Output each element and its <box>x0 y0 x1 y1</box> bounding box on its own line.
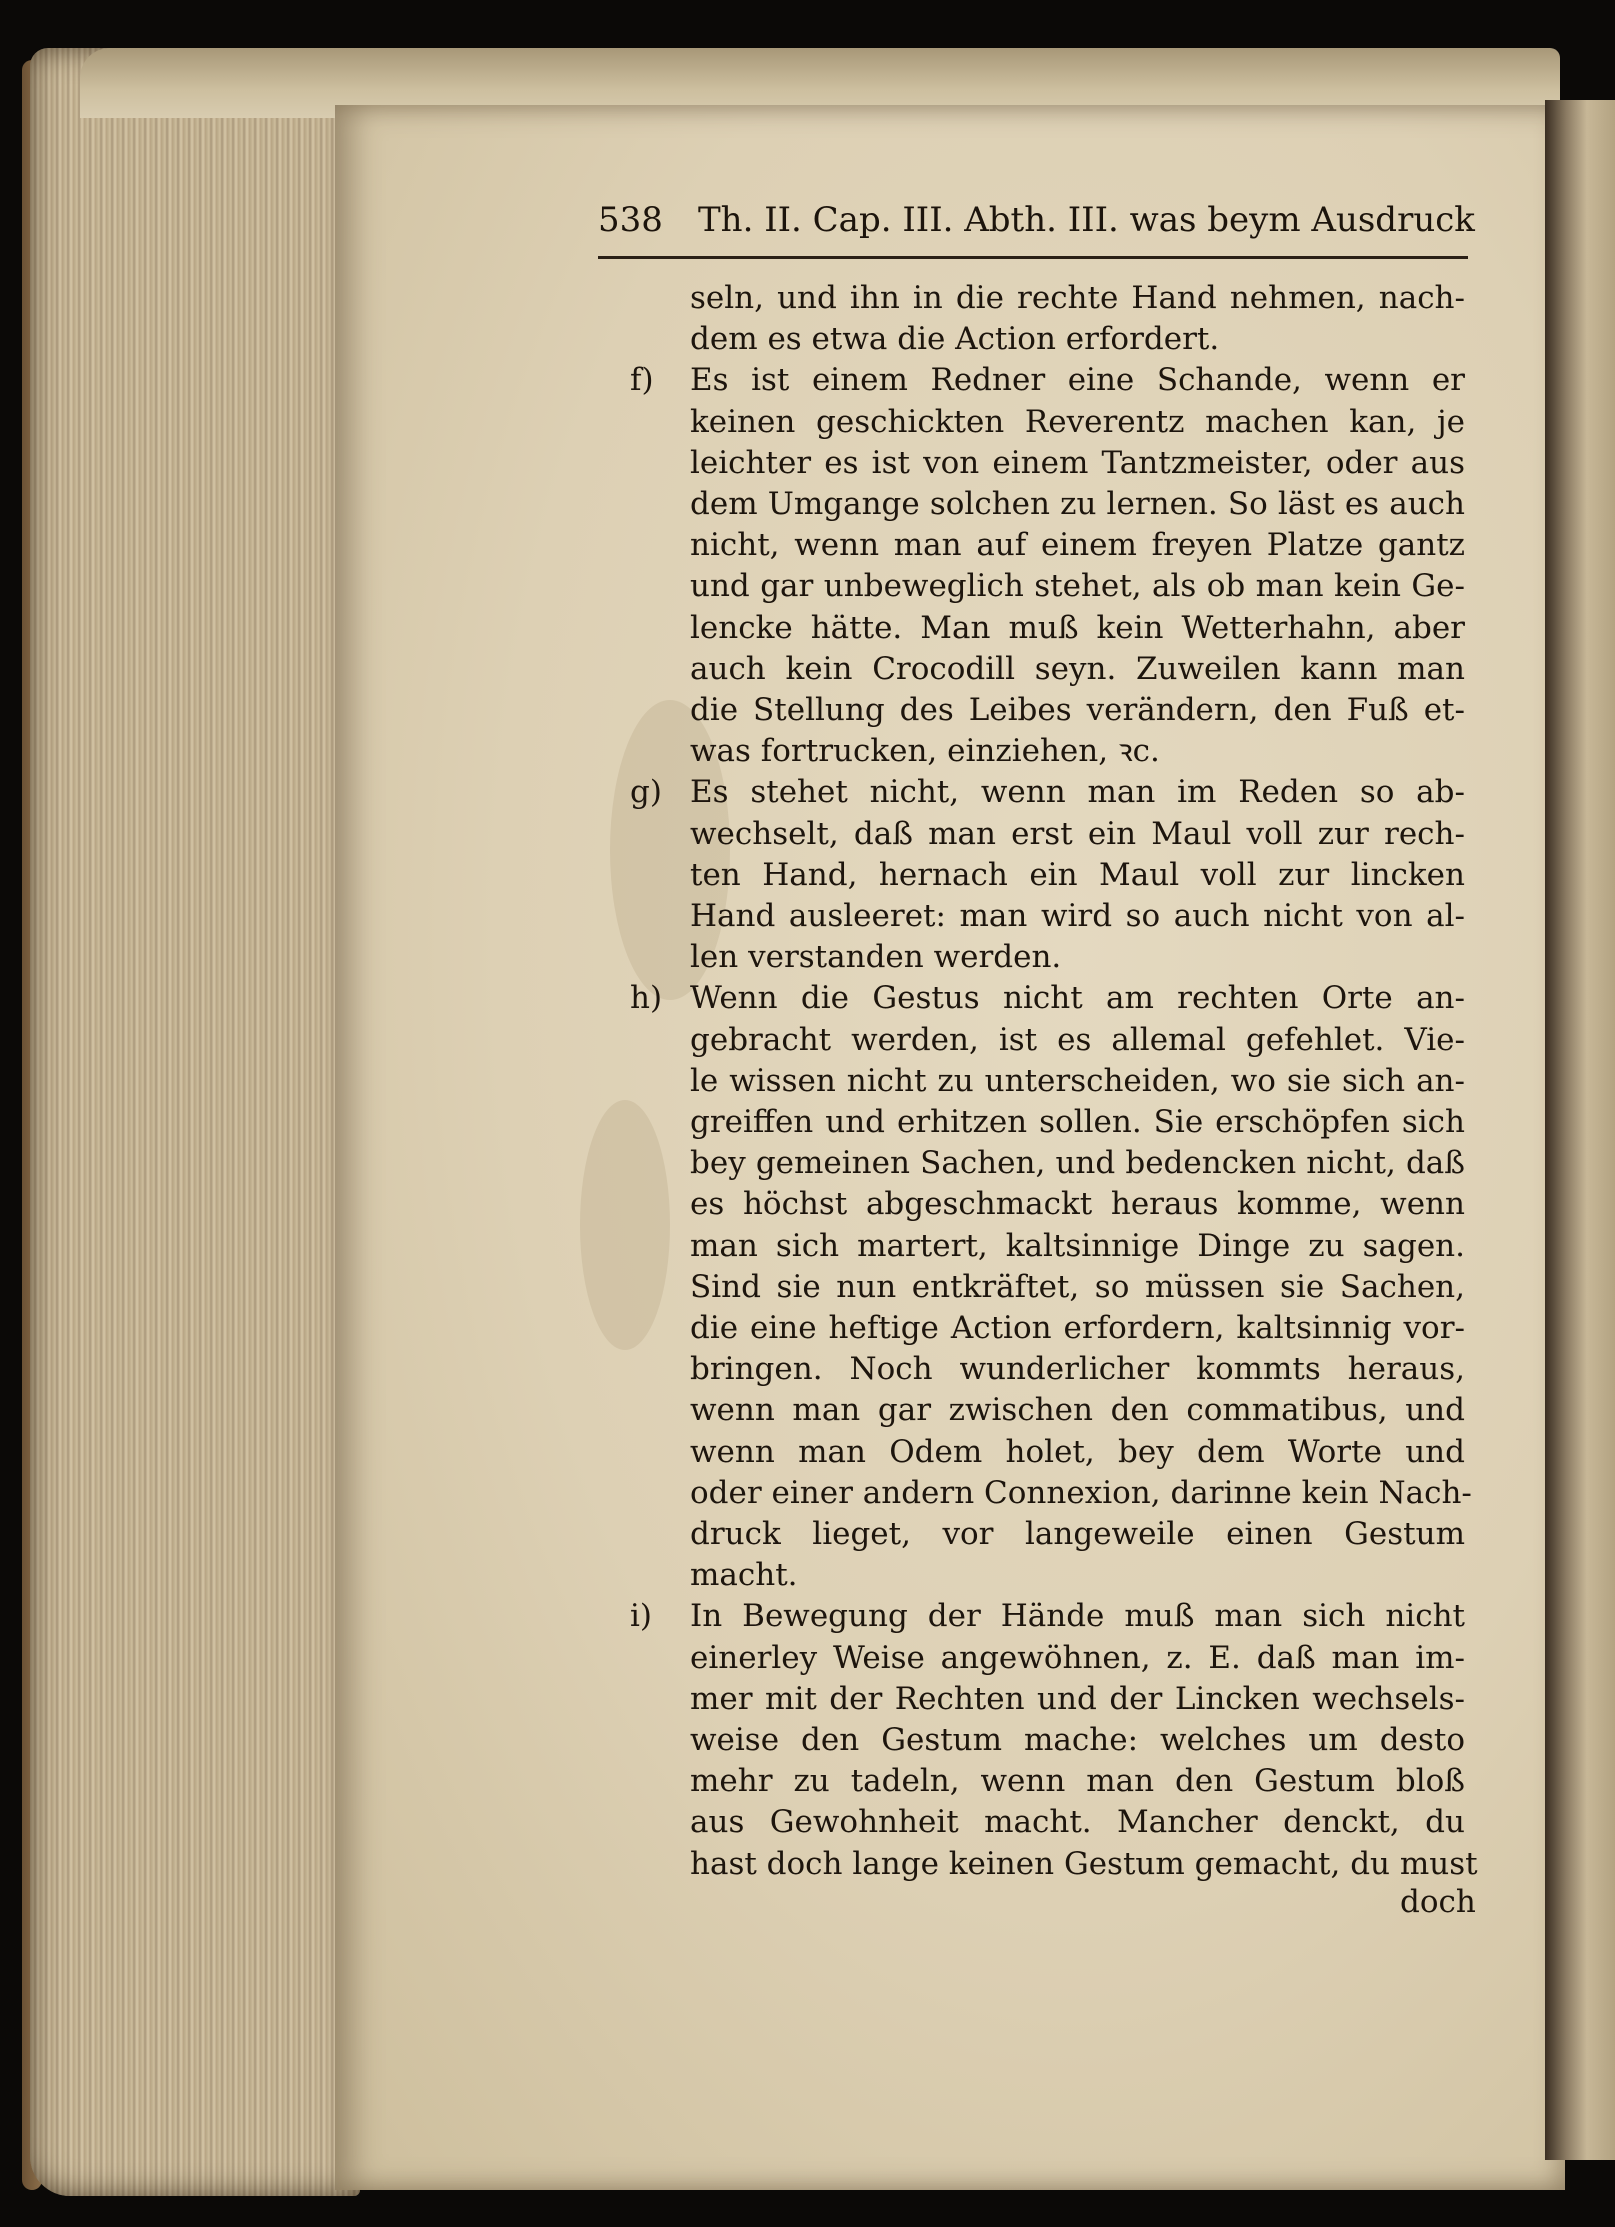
paragraph-label: h) <box>630 980 663 1017</box>
text-line: lencke hätte. Man muß kein Wetterhahn, aber <box>690 609 1465 646</box>
text-line: wenn man gar zwischen den commatibus, und <box>690 1392 1465 1429</box>
text-line: einerley Weise angewöhnen, z. E. daß man im- <box>690 1639 1465 1676</box>
text-line: Es ist einem Redner eine Schande, wenn er <box>690 362 1465 399</box>
text-line: oder einer andern Connexion, darinne kein Nach- <box>690 1474 1472 1511</box>
text-line: wechselt, daß man erst ein Maul voll zur rech- <box>690 815 1465 852</box>
page-number: 538 <box>598 200 663 240</box>
running-title: Th. II. Cap. III. Abth. III. was beym Ausdruck <box>698 200 1475 240</box>
text-line: die eine heftige Action erfordern, kaltsinnig vor- <box>690 1310 1465 1346</box>
text-line: mehr zu tadeln, wenn man den Gestum bloß <box>690 1763 1465 1800</box>
text-line: Wenn die Gestus nicht am rechten Orte an- <box>690 980 1465 1017</box>
text-line: In Bewegung der Hände muß man sich nicht <box>690 1598 1465 1635</box>
text-line: mer mit der Rechten und der Lincken wechsels- <box>690 1680 1465 1717</box>
paragraph-label: f) <box>630 362 654 399</box>
text-line: man sich martert, kaltsinnige Dinge zu sagen. <box>690 1227 1465 1264</box>
text-line: bringen. Noch wunderlicher kommts heraus, <box>690 1351 1465 1388</box>
text-line: dem es etwa die Action erfordert. <box>690 321 1220 358</box>
text-line: bey gemeinen Sachen, und bedencken nicht, daß <box>690 1145 1465 1182</box>
text-line: gebracht werden, ist es allemal gefehlet. Vie- <box>690 1021 1465 1058</box>
paragraph-label: g) <box>630 774 662 811</box>
text-line: dem Umgange solchen zu lernen. So läst es auch <box>690 486 1465 522</box>
text-line: wenn man Odem holet, bey dem Worte und <box>690 1433 1465 1470</box>
text-line: druck lieget, vor langeweile einen Gestum <box>690 1516 1465 1552</box>
text-line: leichter es ist von einem Tantzmeister, oder aus <box>690 444 1465 481</box>
text-line: greiffen und erhitzen sollen. Sie erschöpfen sich <box>690 1104 1465 1140</box>
text-line: die Stellung des Leibes verändern, den Fuß et- <box>690 692 1465 728</box>
text-line: und gar unbeweglich stehet, als ob man kein Ge- <box>690 568 1465 605</box>
text-line: auch kein Crocodill seyn. Zuweilen kann man <box>690 650 1465 687</box>
text-line: seln, und ihn in die rechte Hand nehmen, nach- <box>690 280 1465 316</box>
text-line: Hand ausleeret: man wird so auch nicht von al- <box>690 898 1465 934</box>
catchword: doch <box>1400 1884 1476 1920</box>
text-line: weise den Gestum mache: welches um desto <box>690 1722 1465 1758</box>
text-line: was fortrucken, einziehen, ꝛc. <box>690 733 1160 770</box>
paragraph-label: i) <box>630 1598 653 1635</box>
text-line: len verstanden werden. <box>690 939 1062 976</box>
text-line: nicht, wenn man auf einem freyen Platze gantz <box>690 527 1465 564</box>
text-line: es höchst abgeschmackt heraus komme, wenn <box>690 1186 1465 1223</box>
text-line: le wissen nicht zu unterscheiden, wo sie sich an- <box>690 1062 1465 1099</box>
text-line: keinen geschickten Reverentz machen kan, je <box>690 403 1465 440</box>
text-line: Es stehet nicht, wenn man im Reden so ab- <box>690 774 1465 811</box>
text-line: aus Gewohnheit macht. Mancher denckt, du <box>690 1804 1465 1841</box>
text-line: ten Hand, hernach ein Maul voll zur lincken <box>690 856 1465 893</box>
text-line: hast doch lange keinen Gestum gemacht, du must <box>690 1845 1478 1882</box>
text-line: macht. <box>690 1557 798 1594</box>
text-line: Sind sie nun entkräftet, so müssen sie Sachen, <box>690 1268 1465 1305</box>
